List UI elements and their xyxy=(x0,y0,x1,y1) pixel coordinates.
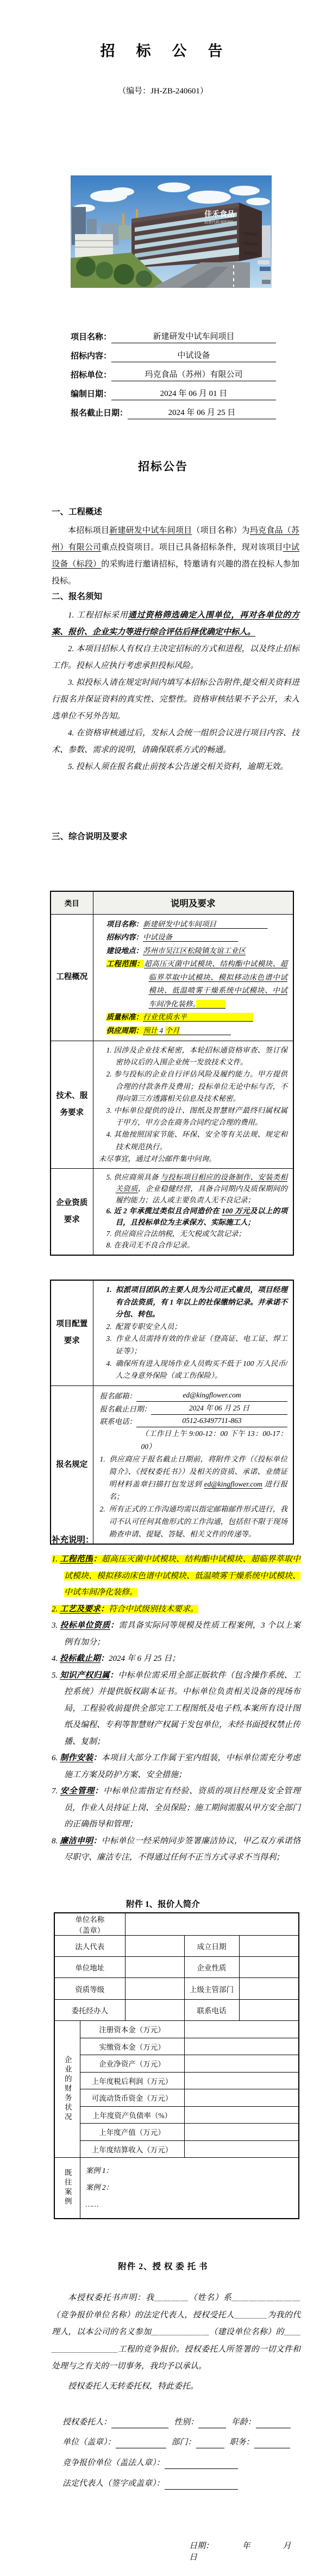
sign-fill-line[interactable] xyxy=(165,2478,238,2490)
profile-label-cell: 企业性质 xyxy=(184,1957,239,1978)
contact-label: 报名邮箱： xyxy=(99,1392,136,1401)
field-underline-value: 新建研发中试车间项目 xyxy=(111,331,276,343)
table-row-registration-rules xyxy=(51,1385,293,1544)
case-line: …… xyxy=(85,2200,99,2208)
finance-row xyxy=(54,2072,299,2089)
contact-label: 报名截止日期： xyxy=(99,1404,151,1413)
profile-label-cell: 联系电话 xyxy=(184,2000,239,2021)
sign-label: 职务： xyxy=(229,2438,254,2447)
finance-row xyxy=(54,2021,299,2038)
finance-input-cell[interactable] xyxy=(184,2106,299,2124)
contact-underline-value: 0512-63497711-863 xyxy=(136,1415,287,1427)
sign-label: 年龄： xyxy=(231,2418,256,2427)
overview-field: 供应周期：预计 4 个月 xyxy=(106,1026,180,1035)
overview-field: 建设地点：苏州市吴江区松陵镇友谊工业区 xyxy=(106,946,246,955)
supplementary-item: 7. 安全管理：中标单位需指定有经验、资质的项目经理及安全管理员，作业人员持证上岗、全员保险；施工期间需服从甲方安全部门的正确指导和管理； xyxy=(52,1787,301,1829)
row-content-cell xyxy=(93,1169,293,1255)
row-content-cell xyxy=(93,1385,293,1544)
unit-name-label-line1: 单位名称 xyxy=(75,1916,105,1924)
row-content-cell xyxy=(93,914,293,1041)
cover-field-compile-date xyxy=(71,381,276,400)
requirement-item: 8. 在我司无不良合作记录。 xyxy=(106,1240,195,1249)
contact-phone-line xyxy=(100,1415,288,1428)
finance-input-cell[interactable] xyxy=(184,2021,299,2038)
finance-label-cell: 企业净资产（万元） xyxy=(80,2055,184,2073)
sign-label: 部门： xyxy=(171,2438,196,2447)
sign-label: 授权委托人： xyxy=(62,2418,112,2427)
profile-label-cell: 成立日期 xyxy=(184,1936,239,1957)
requirement-item: 4. 其他按照国家节能、环保、安全等有关法规、规定和技术规范执行。 xyxy=(106,1130,287,1151)
building-sign-name: 佳禾食品 xyxy=(204,210,235,218)
document-title: 招 标 公 告 xyxy=(100,43,226,59)
requirement-item: 3. 中标单位提供的设计、图纸及智慧财产最终归属权属于甲方，甲方会在商务合同约定合理的费用。 xyxy=(106,1106,287,1127)
profile-input-cell[interactable] xyxy=(239,1936,299,1957)
config-item: 1. 拟派项目团队的主要人员为公司正式雇员，项目经理有合法资质，有 1 年以上的社保缴纳记录。并承诺不分包、转包。 xyxy=(106,1286,287,1319)
sign-fill-line[interactable] xyxy=(198,2416,226,2428)
notice-item: 3. 拟投标人请在规定时间内填写本招标公告附件,提交相关资料进行报名并保证资料的真实性、完整性。资格审核结果不予公开，未入选单位不另外告知。 xyxy=(52,678,299,721)
notice-item: 2. 本项目招标人有权自主决定招标的方式和进程，以及终止招标工作。投标人应执行考虑承担投标风险。 xyxy=(52,645,299,670)
finance-label-cell: 上年度产值（万元） xyxy=(80,2124,184,2141)
attachment1-title: 附件 1、报价人简介 xyxy=(126,1900,200,1909)
profile-input-cell[interactable] xyxy=(125,1957,184,1978)
announcement-heading: 招标公告 xyxy=(138,460,188,473)
contact-email-line xyxy=(100,1389,288,1402)
notice-item: 4. 在资格审核通过后，发标人会统一组织会议进行项目内容、技术、参数、需求的说明，请确保联系方式的畅通。 xyxy=(52,729,299,754)
field-underline-value: 中试设备 xyxy=(111,350,276,362)
sign-label: 法定代表人（签字或盖章）： xyxy=(62,2479,165,2488)
profile-row xyxy=(54,1957,299,1978)
sign-fill-line[interactable] xyxy=(196,2436,224,2448)
profile-row xyxy=(54,1978,299,2000)
sign-fill-line[interactable] xyxy=(165,2457,238,2469)
supplementary-item: 3. 投标单位资质：需具备实际同等规模及性质工程案例，3 个以上案例有加分； xyxy=(52,1621,300,1647)
past-cases-cell[interactable] xyxy=(80,2158,299,2219)
attachment2-declaration: 本授权委托书声明：我＿＿＿＿（姓名）系＿＿＿＿＿＿＿＿（竞争报价单位名称）的法定代表人，授权受托人＿＿＿＿为我的代理人，以本公司的名义参加＿＿＿＿＿＿＿（建设单位名称）的＿＿＿＿＿＿＿＿＿＿工程的竞争报价。授权委托人所签署的一切文件和处理与之有关的一切事务，我均予以承认。 xyxy=(52,2294,300,2371)
config-item: 2. 配置专职安全人员； xyxy=(106,1322,181,1331)
row-label-cell: 项目配置要求 xyxy=(51,1280,93,1385)
finance-row xyxy=(54,2089,299,2107)
field-label: 招标内容： xyxy=(71,352,112,361)
section1-paragraph: 本招标项目新建研发中试车间项目（项目名称）为玛克食品（苏州）有限公司重点投资项目。项目已具备招标条件，现对该项目中试设备（标段）的采购进行邀请招标，特邀请有兴趣的潜在投标人参加投标。 xyxy=(52,526,299,585)
notice-item: 1. 工程招标采用通过资格筛选确定入围单位，再对各单位的方案、报价、企业实力等进行综合评估后择优确定中标人。 xyxy=(52,611,299,637)
profile-input-cell[interactable] xyxy=(125,1913,299,1936)
section3-title: 三、综合说明及要求 xyxy=(52,832,128,841)
attachment2-title: 附件 2、授 权 委 托 书 xyxy=(118,2262,208,2271)
table-row-tech-service xyxy=(51,1041,293,1169)
supplementary-item: 4. 投标截止期：2024 年 6 月 25 日； xyxy=(52,1654,180,1663)
requirement-item: 5. 供应商须具备 与投标项目相应的设备制作、安装类相关资质，企业稳健经营，具备合同期内及质保期间的履约能力；法人或主要负责人无不良记录； xyxy=(106,1173,288,1204)
supplementary-item: 6. 制作安装：本项目大部分工作属于室内组装，中标单位需充分考虑施工方案及防护方案、安全措施； xyxy=(52,1754,300,1779)
supplementary-title: 补充说明： xyxy=(52,1535,94,1545)
header-category: 类目 xyxy=(51,891,93,914)
profile-row-unit-name xyxy=(54,1913,299,1936)
contact-underline-value: 2024 年 06 月 25 日 xyxy=(151,1402,287,1415)
row-content-cell xyxy=(93,1280,293,1385)
project-config-table xyxy=(50,1280,294,1545)
finance-input-cell[interactable] xyxy=(184,2124,299,2141)
requirements-table xyxy=(50,891,294,1256)
overview-field: 工程范围：超高压灭菌中试模块、结构酯中试模块、超临界萃取中试模块、模拟移动床色谱中试模块、低温喷雾干燥系统中试模块、中试车间净化装修。 xyxy=(106,960,288,1008)
contact-working-hours: （工作日上午 9:00-12：00 下午 13：00-17：00） xyxy=(141,1429,287,1451)
tech-service-note: 未尽事宜，通过对公邮件集中问询。 xyxy=(98,1154,216,1163)
profile-row xyxy=(54,2000,299,2021)
profile-row xyxy=(54,1936,299,1957)
notice-item: 5. 投标人须在报名截止前按本公告递交相关资料，逾期无效。 xyxy=(68,763,289,771)
row-label-cell: 报名规定 xyxy=(51,1385,93,1544)
sign-fill-line[interactable] xyxy=(256,2416,291,2428)
finance-row xyxy=(54,2038,299,2055)
sign-fill-line[interactable] xyxy=(111,2416,168,2428)
building-photo-illustration xyxy=(71,175,272,288)
profile-input-cell[interactable] xyxy=(239,2000,299,2021)
past-cases-label: 既往案例 xyxy=(54,2158,80,2219)
cover-field-bid-unit xyxy=(71,362,276,381)
finance-row xyxy=(54,2055,299,2073)
finance-group-label: 企业的财务状况 xyxy=(54,2021,80,2158)
building-photo xyxy=(71,175,272,288)
row-label-cell: 企业资质要求 xyxy=(51,1169,93,1255)
bidder-profile-table xyxy=(54,1912,299,2219)
building-sign xyxy=(204,210,235,224)
field-underline-value: 玛克食品（苏州）有限公司 xyxy=(111,369,276,381)
field-label: 编制日期： xyxy=(71,390,112,399)
field-underline-value: 2024 年 06 月 01 日 xyxy=(111,388,276,400)
profile-label-cell: 资质等级 xyxy=(54,1978,125,2000)
finance-label-cell: 可流动货币资金（万元） xyxy=(80,2089,184,2107)
finance-row xyxy=(54,2140,299,2158)
requirement-item: 7. 供应商应合法纳税，无欠税或欠款记录； xyxy=(106,1230,246,1238)
finance-input-cell[interactable] xyxy=(184,2089,299,2107)
field-label: 项目名称： xyxy=(71,333,112,342)
finance-input-cell[interactable] xyxy=(184,2055,299,2073)
overview-field: 质量标准：行业优质水平 xyxy=(106,1011,288,1024)
profile-label-cell: 法人代表 xyxy=(54,1936,125,1957)
profile-input-cell[interactable] xyxy=(125,1978,184,2000)
finance-row xyxy=(54,2124,299,2141)
profile-label-cell: 上级主管部门 xyxy=(184,1978,239,2000)
finance-row xyxy=(54,2106,299,2124)
sign-fill-line[interactable] xyxy=(116,2436,166,2448)
cover-field-bid-content xyxy=(71,343,276,362)
config-item: 4. 确保所有进入现场作业人员购买不低于 100 万人民币/人之身意外保险（或工伤保险）。 xyxy=(106,1359,287,1380)
supplementary-item: 5. 知识产权归属：中标单位需采用全部正版软件（包含操作系统、工控系统）并提供版权副本证书。中标单位负责相关设备的现场布局，工程验收前提供全部完工工程图纸及电子档,本案所有设计图纸及编程、专利等智慧财产权属于发包单位，未经书面授权禁止传播、复制； xyxy=(52,1671,301,1746)
finance-input-cell[interactable] xyxy=(184,2140,299,2158)
profile-label-cell xyxy=(54,1913,125,1936)
supplementary-item: 2. 工艺及要求：符合中试级别技术要求。 xyxy=(52,1604,199,1614)
section2-title: 二、报名须知 xyxy=(52,592,103,601)
finance-label-cell: 上年度资产负债率（%） xyxy=(80,2106,184,2124)
signature-row-3 xyxy=(62,2457,291,2469)
profile-label-cell: 单位地址 xyxy=(54,1957,125,1978)
profile-input-cell[interactable] xyxy=(239,1957,299,1978)
building-sign-stock-code: 股票代码 605300 xyxy=(204,221,234,224)
sign-fill-line[interactable] xyxy=(254,2436,290,2448)
row-label-cell: 技术、服务要求 xyxy=(51,1041,93,1169)
registration-rule-item: 1. 供应商应于报名截止日期前，将附件文件（《投标单位简介》、《授权委托书》）及相关的资质、承诺、业绩证明材料盖章扫描打包发送到 ed@kingflower.com 进行报名； xyxy=(99,1455,288,1501)
contact-underline-value: ed@kingflower.com xyxy=(136,1389,287,1402)
section1-title: 一、工程概述 xyxy=(52,507,103,517)
overview-field: 项目名称：新建研发中试车间项目 xyxy=(106,919,216,928)
cover-fields xyxy=(71,324,276,419)
attachment2-no-delegation: 授权委托人无转委托权，特此委托。 xyxy=(68,2382,199,2391)
config-item: 3. 作业人员需持有效的作业证（登高证、电工证、焊工证等）； xyxy=(106,1334,287,1355)
registration-rule-item: 2. 所有正式的工作沟通均需以指定邮箱邮件形式进行，我司不认可任何其他形式的工作沟通，包括但不限于现场勘查申请、提疑、答疑、相关文件的传递等。 xyxy=(99,1505,287,1539)
document-code: （编号：JH-ZB-240601） xyxy=(118,87,208,96)
finance-label-cell: 上年度结算收入（万元） xyxy=(80,2140,184,2158)
profile-label-cell: 委托经办人 xyxy=(54,2000,125,2021)
field-label: 报名截止日期： xyxy=(71,409,128,418)
sign-label: 竞争报价单位（盖法人章）： xyxy=(62,2459,165,2467)
overview-field: 招标内容：中试设备 xyxy=(106,933,172,941)
profile-input-cell[interactable] xyxy=(125,1936,184,1957)
sign-label: 性别： xyxy=(174,2418,199,2427)
cover-field-deadline xyxy=(71,400,276,419)
finance-label-cell: 注册资本金（万元） xyxy=(80,2021,184,2038)
requirement-item: 2. 参与投标的企业自行评估风险及履约能力。甲方提供合理的付款条件及费用；投标单位无论中标与否，不得向第三方透露相关信息及技术秘密。 xyxy=(106,1070,287,1103)
contact-label: 联系电话： xyxy=(99,1418,136,1426)
requirement-item: 1. 因涉及企业技术秘密，本轮招标通资格审查、签订保密协议后的入围企业统一发放技术文件。 xyxy=(106,1046,287,1067)
supplementary-item: 8. 廉洁申明：中标单位一经采纳同步签署廉洁协议，甲乙双方承诺恪尽职守、廉洁专注，不得通过任何不正当方式寻求不当得利； xyxy=(52,1836,300,1862)
signature-row-2 xyxy=(62,2436,291,2448)
case-line: 案例 2： xyxy=(85,2183,114,2191)
supplementary-list xyxy=(52,1551,300,1866)
table-row-project-config xyxy=(51,1280,293,1385)
sign-label: 单位（盖章）： xyxy=(62,2438,116,2447)
field-label: 招标单位： xyxy=(71,371,112,380)
date-line: 日期： 年 月 日 xyxy=(189,2542,324,2562)
row-label-cell: 工程概况 xyxy=(51,914,93,1041)
profile-input-cell[interactable] xyxy=(239,1978,299,2000)
contact-deadline-line xyxy=(100,1402,288,1415)
finance-input-cell[interactable] xyxy=(184,2038,299,2055)
row-content-cell xyxy=(93,1041,293,1169)
supplementary-item: 1. 工程范围：超高压灭菌中试模块、结构酯中试模块、超临界萃取中试模块、模拟移动床色谱中试模块、低温喷雾干燥系统中试模块、中试车间净化装修。 xyxy=(52,1555,301,1597)
finance-label-cell: 上年度税后利润（万元） xyxy=(80,2072,184,2089)
past-cases-row xyxy=(54,2158,299,2219)
unit-name-label-line2: （盖章） xyxy=(75,1926,105,1935)
field-underline-value: 2024 年 06 月 25 日 xyxy=(128,407,276,419)
finance-input-cell[interactable] xyxy=(184,2072,299,2089)
table-row-overview xyxy=(51,914,293,1041)
header-description: 说明及要求 xyxy=(93,891,293,914)
case-line: 案例 1： xyxy=(85,2166,114,2175)
cover-field-project-name xyxy=(71,324,276,343)
profile-input-cell[interactable] xyxy=(125,2000,184,2021)
section2-list xyxy=(52,607,299,776)
requirement-item: 6. 近 2 年承揽过类似且合同造价在 100 万元及以上的项目，且投标单位为主承保方、实际施工人； xyxy=(106,1207,288,1227)
table-row-qualification xyxy=(51,1169,293,1255)
signature-row-1 xyxy=(62,2416,291,2428)
finance-label-cell: 实缴资本金（万元） xyxy=(80,2038,184,2055)
table-header-row xyxy=(51,891,293,914)
signature-row-4 xyxy=(62,2478,291,2490)
